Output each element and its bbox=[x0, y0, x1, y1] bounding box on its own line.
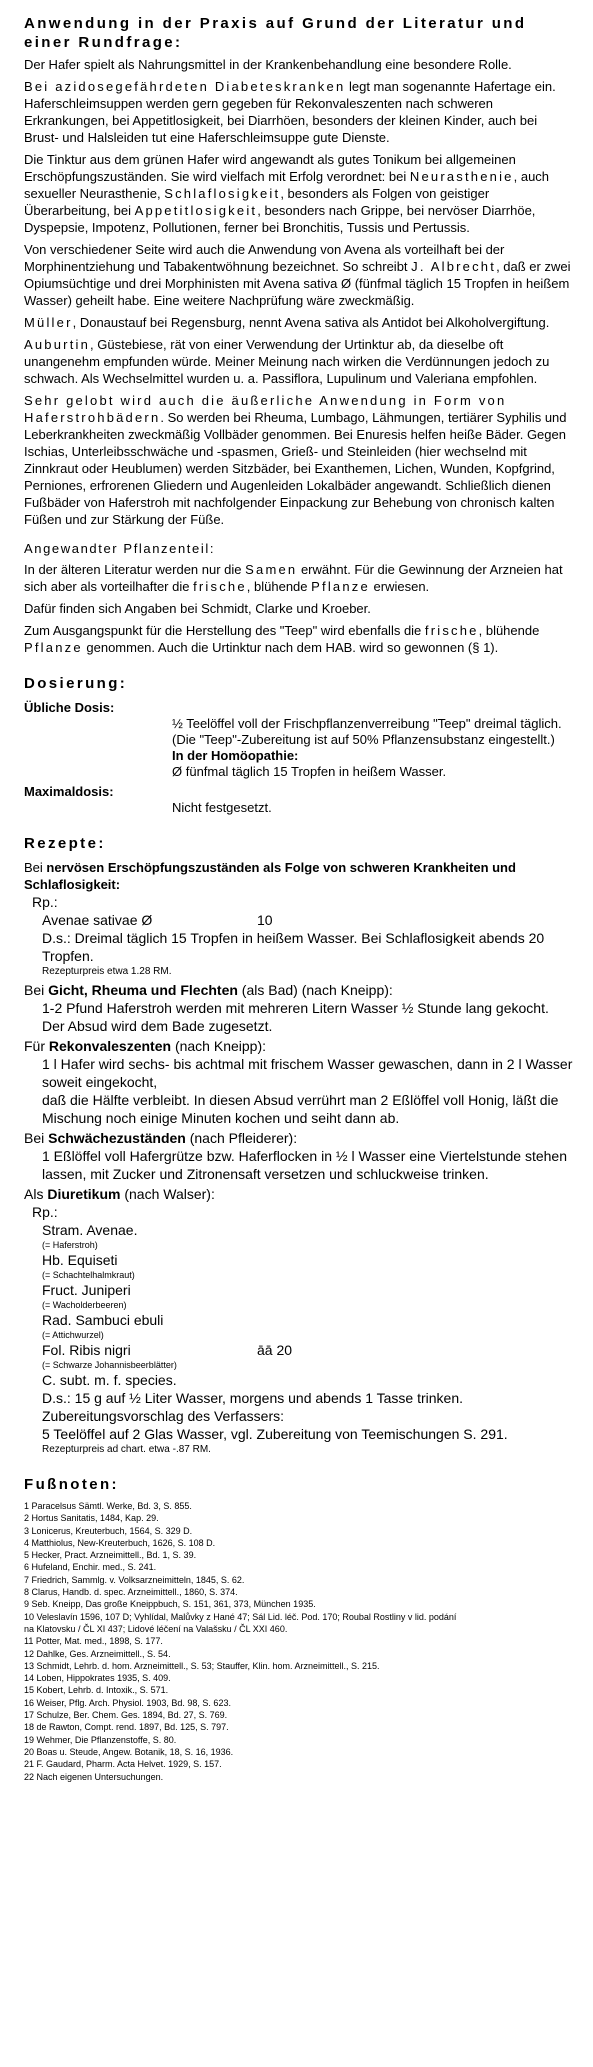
footnote: 15 Kobert, Lehrb. d. Intoxik., S. 571. bbox=[24, 1685, 169, 1696]
paragraph: Sehr gelobt wird auch die äußerliche Anwendung in Form von Haferstrohbädern. So werden bei Rheuma, Lumbago, Lähmungen, tertiärer Syphilis und Leberkrankheiten zweckmäßig Vollbäder genommen. Bei Enuresis helfen heiße Bäder. Gegen Ischias, Unterleibsschwäche und -spasmen, Grieß- und Steinleiden (hier wechselnd mit Zinnkraut oder Heublumen) werden Sitzbäder, bei Exanthemen, Lichen, Wunden, Kopfgrind, Perniones, erfrorenen Gliedern und Augenleiden Lokalbäder angewandt. Schließlich dienen Fußbäder von Haferstroh mit nachfolgender Einpackung zur Behebung von chronisch kalten Füßen und zur Stärkung der Füße. bbox=[24, 393, 567, 527]
footnote: 5 Hecker, Pract. Arzneimittell., Bd. 1, S. 39. bbox=[24, 1550, 197, 1561]
recipe-heading: Bei nervösen Erschöpfungszuständen als Folge von schweren Krankheiten und Schlaflosigkeit: bbox=[24, 860, 516, 892]
footnote: 21 F. Gaudard, Pharm. Acta Helvet. 1929, S. 157. bbox=[24, 1759, 222, 1770]
section-title-recipes: Rezepte: bbox=[24, 835, 106, 852]
section-title-plant-part: Angewandter Pflanzenteil: bbox=[24, 541, 216, 556]
recipe-price: Rezepturpreis ad chart. etwa -.87 RM. bbox=[42, 1444, 211, 1455]
homeopathy-label: In der Homöopathie: bbox=[172, 748, 299, 763]
recipe-heading: Als Diuretikum (nach Walser): bbox=[24, 1186, 215, 1202]
footnote: 20 Boas u. Steude, Angew. Botanik, 18, S. 16, 1936. bbox=[24, 1746, 234, 1757]
footnote-list bbox=[24, 1500, 573, 1783]
recipe-heading: Für Rekonvaleszenten (nach Kneipp): bbox=[24, 1038, 267, 1054]
recipe-heading: Bei Schwächezuständen (nach Pfleiderer): bbox=[24, 1130, 298, 1146]
footnote: 14 Loben, Hippokrates 1935, S. 409. bbox=[24, 1673, 171, 1684]
section-title-footnotes: Fußnoten: bbox=[24, 1476, 119, 1493]
paragraph: In der älteren Literatur werden nur die Samen erwähnt. Für die Gewinnung der Arzneien hat sich aber als vorteilhafter die frische, blühende Pflanze erwiesen. bbox=[24, 562, 563, 594]
footnote: 18 de Rawton, Compt. rend. 1897, Bd. 125, S. 797. bbox=[24, 1722, 229, 1733]
recipe-ingredient: Fol. Ribis nigri āā 20 bbox=[42, 1342, 293, 1358]
max-dose-label: Maximaldosis: bbox=[24, 784, 114, 799]
paragraph: Dafür finden sich Angaben bei Schmidt, Clarke und Kroeber. bbox=[24, 601, 371, 616]
footnote: 4 Matthiolus, New-Kreuterbuch, 1626, S. 108 D. bbox=[24, 1537, 216, 1548]
footnote: 9 Seb. Kneipp, Das große Kneippbuch, S. 151, 361, 373, München 1935. bbox=[24, 1599, 316, 1610]
footnote: 19 Wehmer, Die Pflanzenstoffe, S. 80. bbox=[24, 1734, 177, 1745]
paragraph: Müller, Donaustauf bei Regensburg, nennt Avena sativa als Antidot bei Alkoholvergiftung. bbox=[24, 315, 550, 330]
usual-dose-label: Übliche Dosis: bbox=[24, 700, 115, 715]
footnote: 13 Schmidt, Lehrb. d. hom. Arzneimittell., S. 53; Stauffer, Klin. hom. Arzneimittell., S. 215. bbox=[24, 1660, 380, 1671]
recipe-ingredient: Avenae sativae Ø 10 bbox=[42, 912, 273, 928]
footnote: 16 Weiser, Pflg. Arch. Physiol. 1903, Bd. 98, S. 623. bbox=[24, 1697, 231, 1708]
footnote: 11 Potter, Mat. med., 1898, S. 177. bbox=[24, 1636, 163, 1647]
paragraph: Der Hafer spielt als Nahrungsmittel in der Krankenbehandlung eine besondere Rolle. bbox=[24, 57, 512, 72]
paragraph: Zum Ausgangspunkt für die Herstellung des "Teep" wird ebenfalls die frische, blühende Pflanze genommen. Auch die Urtinktur nach dem HAB. wird so gewonnen (§ 1). bbox=[24, 623, 540, 655]
footnote: 17 Schulze, Ber. Chem. Ges. 1894, Bd. 27, S. 769. bbox=[24, 1710, 228, 1721]
paragraph: Die Tinktur aus dem grünen Hafer wird angewandt als gutes Tonikum bei allgemeinen Erschöpfungszuständen. Sie wird vielfach mit Erfolg verordnet: bei Neurasthenie, auch sexueller Neurasthenie, Schlaflosigkeit, besonders als Folgen von geistiger Überarbeitung, bei Appetitlosigkeit, besonders nach Grippe, bei nervöser Diarrhöe, Dyspepsie, Impotenz, Pollutionen, ferner bei Bronchitis, Tussis und Pertussis. bbox=[24, 152, 550, 235]
homeopathy-value: Ø fünfmal täglich 15 Tropfen in heißem Wasser. bbox=[172, 764, 447, 779]
footnote: 6 Hufeland, Enchir. med., S. 241. bbox=[24, 1562, 157, 1573]
footnote: 1 Paracelsus Sämtl. Werke, Bd. 3, S. 855. bbox=[24, 1501, 192, 1511]
footnote: na Klatovsku / ČL XI 437; Lidové léčení na Valašsku / ČL XXI 460. bbox=[24, 1623, 288, 1634]
paragraph: Bei azidosegefährdeten Diabeteskranken legt man sogenannte Hafertage ein. Haferschleimsuppen werden gern gegeben für Rekonvaleszenten nach schweren Erkrankungen, bei Appetitlosigkeit, bei Diarrhöen, besonders der kleinen Kinder, auch bei Brust- und Halsleiden tut eine Haferschleimsuppe gute Dienste. bbox=[24, 79, 556, 145]
footnote: 12 Dahlke, Ges. Arzneimittell., S. 54. bbox=[24, 1648, 171, 1659]
footnote: 7 Friedrich, Sammlg. v. Volksarzneimitteln, 1845, S. 62. bbox=[24, 1574, 245, 1585]
section-title-application: Anwendung in der Praxis auf Grund der Literatur und einer Rundfrage: bbox=[24, 15, 527, 51]
dosage-table bbox=[24, 699, 573, 816]
footnote: 3 Lonicerus, Kreuterbuch, 1564, S. 329 D. bbox=[24, 1525, 193, 1536]
usual-dose-value: ½ Teelöffel voll der Frischpflanzenverreibung "Teep" dreimal täglich. (Die "Teep"-Zubereitung ist auf 50% Pflanzensubstanz eingestellt.) In der Homöopathie: Ø fünfmal täglich 15 Tropfen in heißem Wasser. bbox=[172, 699, 573, 780]
footnote: 2 Hortus Sanitatis, 1484, Kap. 29. bbox=[24, 1513, 159, 1524]
paragraph: Auburtin, Güstebiese, rät von einer Verwendung der Urtinktur ab, da dieselbe oft unangenehm empfunden würde. Meiner Meinung nach wirken die Verdünnungen jedoch zu schwach. Als Wechselmittel wurden u. a. Passiflora, Lupulinum und Valeriana empfohlen. bbox=[24, 337, 550, 386]
section-title-dosage: Dosierung: bbox=[24, 675, 128, 692]
footnote: 22 Nach eigenen Untersuchungen. bbox=[24, 1771, 164, 1782]
footnote: 10 Veleslavín 1596, 107 D; Vyhlídal, Malůvky z Hané 47; Sál Lid. léč. Pod. 170; Roubal Rostliny v lid. podání bbox=[24, 1611, 457, 1622]
recipe-heading: Bei Gicht, Rheuma und Flechten (als Bad) (nach Kneipp): bbox=[24, 982, 393, 998]
recipe-price: Rezepturpreis etwa 1.28 RM. bbox=[42, 966, 172, 977]
footnote: 8 Clarus, Handb. d. spec. Arzneimittell., 1860, S. 374. bbox=[24, 1587, 238, 1598]
max-dose-value: Nicht festgesetzt. bbox=[172, 800, 272, 815]
recipes-block: Bei nervösen Erschöpfungszuständen als Folge von schweren Krankheiten und Schlaflosigkeit: Rp.: Avenae sativae Ø 10 D.s.: Dreimal täglich 15 Tropfen in heißem Wasser. Bei Schlaflosigkeit abends 20 Tropfen. Rezepturpreis etwa 1.28 RM. Bei Gicht, Rheuma und Flechten (als Bad) (nach Kneipp): 1-2 Pfund Haferstroh werden mit mehreren Litern Wasser ½ Stunde lang gekocht. Der Absud wird dem Bade zugesetzt. Für Rekonvaleszenten (nach Kneipp): 1 l Hafer wird sechs- bis achtmal mit frischem Wasser gewaschen, dann in 2 l Wasser soweit eingekocht, daß die Hälfte verbleibt. In diesen Absud verrührt man 2 Eßlöffel voll Honig, läßt die Mischung noch einige Minuten kochen und seiht dann ab. Bei Schwächezuständen (nach Pfleiderer): 1 Eßlöffel voll Hafergrütze bzw. Haferflocken in ½ l Wasser eine Viertelstunde stehen lassen, mit Zucker und Zitronensaft versetzen und schluckweise trinken. Als Diuretikum (nach Walser): Rp.: Stram. Avenae. (= Haferstroh) Hb. Equiseti (= Schachtelhalmkraut) Fruct. Juniperi (= Wacholderbeeren) Rad. Sambuci ebuli (= Attichwurzel) Fol. Ribis nigri āā 20 (= Schwarze Johannisbeerblätter) C. subt. m. f. species. D.s.: 15 g auf ½ Liter Wasser, morgens und abends 1 Tasse trinken. Zubereitungsvorschlag des Verfassers: 5 Teelöffel auf 2 Glas Wasser, vgl. Zubereitung von Teemischungen S. 291. Rezepturpreis ad chart. etwa -.87 RM. bbox=[24, 860, 573, 1455]
paragraph: Von verschiedener Seite wird auch die Anwendung von Avena als vorteilhaft bei der Morphinentziehung und Tabakentwöhnung bezeichnet. So schreibt J. Albrecht, daß er zwei Opiumsüchtige und drei Morphinisten mit Avena sativa Ø (fünfmal täglich 15 Tropfen in heißem Wasser) geheilt habe. Eine weitere Nachprüfung wäre zweckmäßig. bbox=[24, 242, 571, 308]
